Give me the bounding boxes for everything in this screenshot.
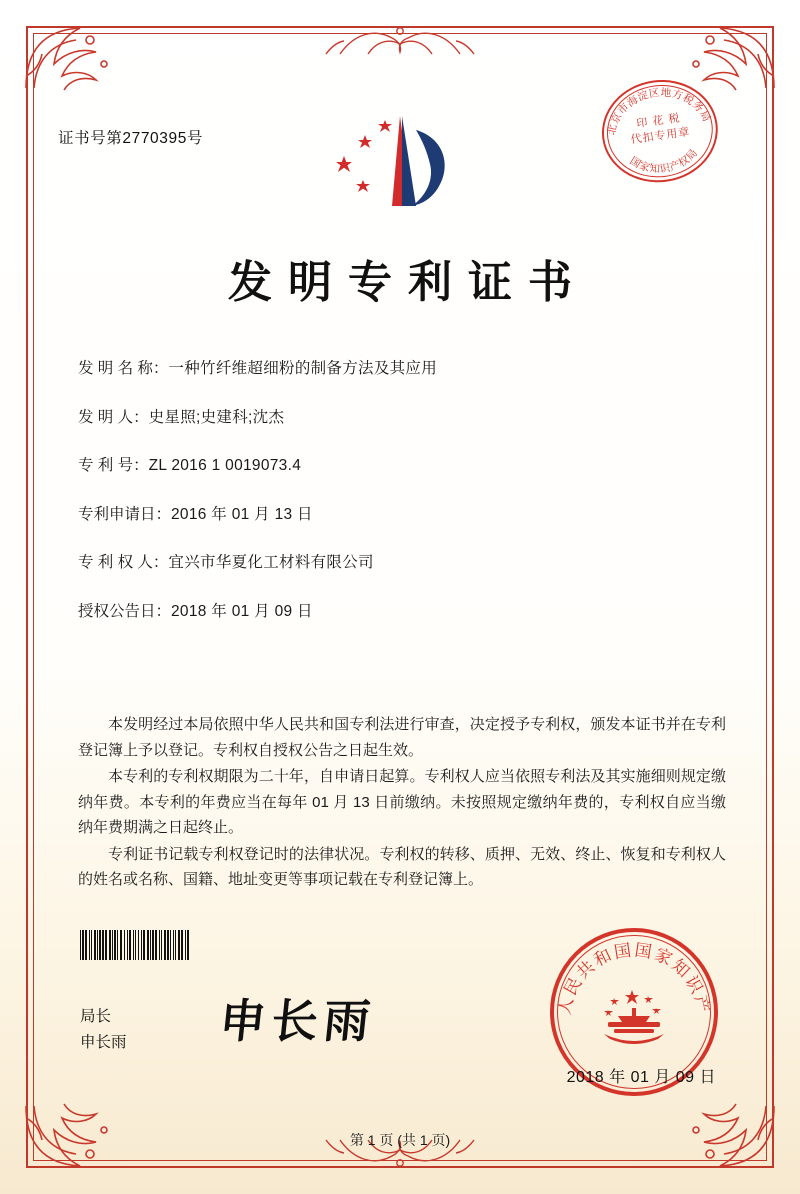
field-application-date	[78, 502, 728, 524]
svg-text:中华人民共和国国家知识产权局	[540, 913, 713, 1016]
seal-arc-text: 中华人民共和国国家知识产权局	[540, 913, 714, 1017]
field-value: 史星照;史建科;沈杰	[148, 408, 285, 426]
field-value: ZL 2016 1 0019073.4	[148, 457, 302, 474]
tax-seal-line2: 代扣专用章	[630, 125, 692, 147]
field-label: 专 利 号：	[78, 457, 149, 474]
paragraph-1: 本发明经过本局依照中华人民共和国专利法进行审查，决定授予专利权，颁发本证书并在专利登记簿上予以登记。专利权自授权公告之日起生效。	[78, 716, 726, 759]
page-indicator: 第 1 页 (共 1 页)	[349, 1132, 451, 1148]
field-grant-announcement-date	[78, 599, 728, 621]
top-edge-ornament-icon	[140, 24, 660, 58]
tax-seal-line1: 印 花 税	[635, 112, 682, 131]
cnipa-emblem-icon	[330, 108, 470, 220]
issue-date: 2018 年 01 月 09 日	[566, 1069, 716, 1086]
field-label: 专利申请日：	[78, 505, 172, 523]
director-handwritten-signature: 申长雨	[216, 996, 379, 1047]
tax-seal-top-text: 北京市海淀区地方税务局	[605, 86, 713, 137]
page-title: 发明专利证书	[228, 258, 588, 307]
field-value: 2016 年 01 月 13 日	[171, 505, 313, 523]
field-label: 发 明 人：	[78, 408, 149, 426]
paragraph-2: 本专利的专利权期限为二十年，自申请日起算。专利权人应当依照专利法及其实施细则规定缴纳年费。本专利的年费应当在每年 01 月 13 日前缴纳。未按照规定缴纳年费的，专利权自应当缴纳年费期满之日起终止。	[78, 768, 726, 836]
field-label: 授权公告日：	[78, 602, 172, 620]
body-text	[78, 712, 726, 894]
barcode-bar	[189, 930, 190, 960]
certificate-number: 证书号第2770395号	[58, 130, 204, 147]
paragraph-3: 专利证书记载专利权登记时的法律状况。专利权的转移、质押、无效、终止、恢复和专利权人的姓名或名称、国籍、地址变更等事项记载在专利登记簿上。	[78, 845, 726, 888]
field-value: 2018 年 01 月 09 日	[171, 602, 313, 620]
tax-seal-bottom-text: 国家知识产权局	[627, 146, 701, 176]
signature-block	[80, 1004, 127, 1056]
field-patent-number	[78, 453, 728, 475]
field-list	[78, 356, 728, 647]
field-inventor	[78, 405, 728, 427]
corner-ornament-icon	[20, 20, 116, 94]
field-patentee	[78, 550, 728, 572]
director-name-label: 申长雨	[80, 1034, 127, 1051]
field-label: 发 明 名 称：	[78, 360, 169, 377]
field-invention-name	[78, 356, 728, 378]
tax-stamp-seal	[595, 72, 726, 191]
field-label: 专 利 权 人：	[78, 554, 169, 571]
director-title-label: 局长	[80, 1008, 112, 1025]
field-value: 宜兴市华夏化工材料有限公司	[168, 554, 374, 571]
svg-text:国家知识产权局	[626, 146, 702, 180]
field-value: 一种竹纤维超细粉的制备方法及其应用	[168, 360, 438, 377]
barcode	[80, 930, 310, 960]
